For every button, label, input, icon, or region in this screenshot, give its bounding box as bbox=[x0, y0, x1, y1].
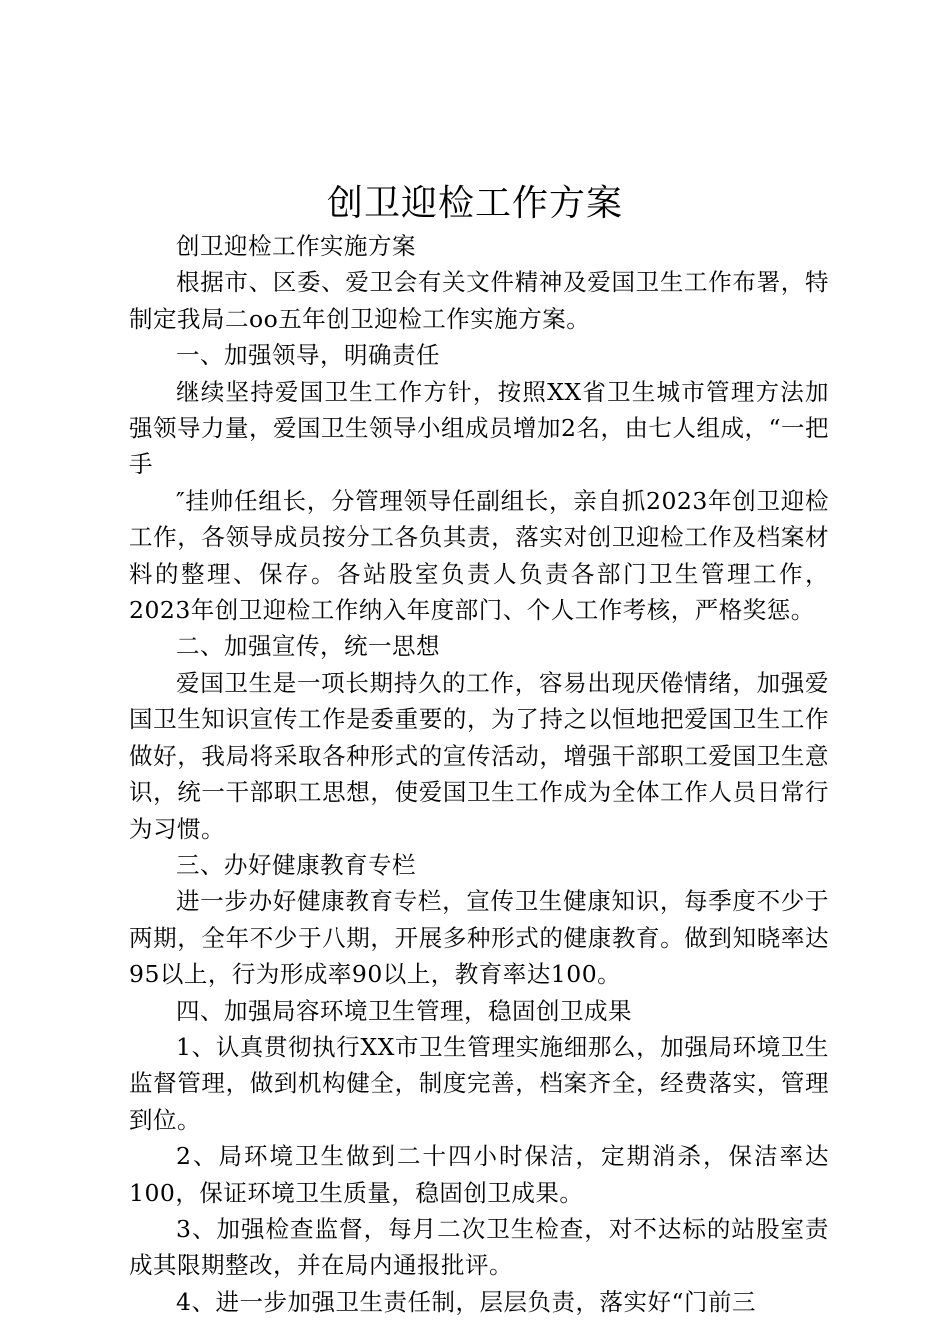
section-heading: 三、办好健康教育专栏 bbox=[176, 850, 416, 879]
paragraph: 进一步办好健康教育专栏，宣传卫生健康知识，每季度不少于两期，全年不少于八期，开展多种形式的健康教育。做到知晓率达95以上，行为形成率90以上，教育率达100。 bbox=[129, 887, 829, 989]
list-item: 4、进一步加强卫生责任制，层层负责，落实好“门前三 bbox=[176, 1287, 756, 1316]
paragraph: 继续坚持爱国卫生工作方针，按照XX省卫生城市管理方法加强领导力量，爱国卫生领导小组成员增加2名，由七人组成，“一把手 bbox=[129, 377, 829, 479]
list-item: 3、加强检查监督，每月二次卫生检查，对不达标的站股室责成其限期整改，并在局内通报批评。 bbox=[129, 1214, 829, 1280]
list-item: 2、局环境卫生做到二十四小时保洁，定期消杀，保洁率达100，保证环境卫生质量，稳固创卫成果。 bbox=[129, 1142, 829, 1207]
section-heading: 一、加强领导，明确责任 bbox=[176, 341, 440, 370]
document-body bbox=[129, 228, 829, 1320]
list-item: 1、认真贯彻执行XX市卫生管理实施细那么，加强局环境卫生监督管理，做到机构健全，制度完善，档案齐全，经费落实，管理到位。 bbox=[129, 1032, 829, 1134]
section-heading: 四、加强局容环境卫生管理，稳固创卫成果 bbox=[176, 996, 632, 1025]
paragraph: 爱国卫生是一项长期持久的工作，容易出现厌倦情绪，加强爱国卫生知识宣传工作是委重要的，为了持之以恒地把爱国卫生工作做好，我局将采取各种形式的宣传活动，增强干部职工爱国卫生意识，统一干部职工思想，使爱国卫生工作成为全体工作人员日常行为习惯。 bbox=[129, 668, 829, 843]
paragraph: 根据市、区委、爱卫会有关文件精神及爱国卫生工作布署，特制定我局二oo五年创卫迎检工作实施方案。 bbox=[129, 268, 829, 333]
paragraph: 创卫迎检工作实施方案 bbox=[176, 232, 416, 260]
section-heading: 二、加强宣传，统一思想 bbox=[176, 632, 440, 661]
paragraph: ″挂帅任组长，分管理领导任副组长，亲自抓2023年创卫迎检工作，各领导成员按分工各负其责，落实对创卫迎检工作及档案材料的整理、保存。各站股室负责人负责各部门卫生管理工作，2023年创卫迎检工作纳入年度部门、个人工作考核，严格奖惩。 bbox=[129, 486, 829, 625]
document-title: 创卫迎检工作方案 bbox=[326, 183, 623, 224]
